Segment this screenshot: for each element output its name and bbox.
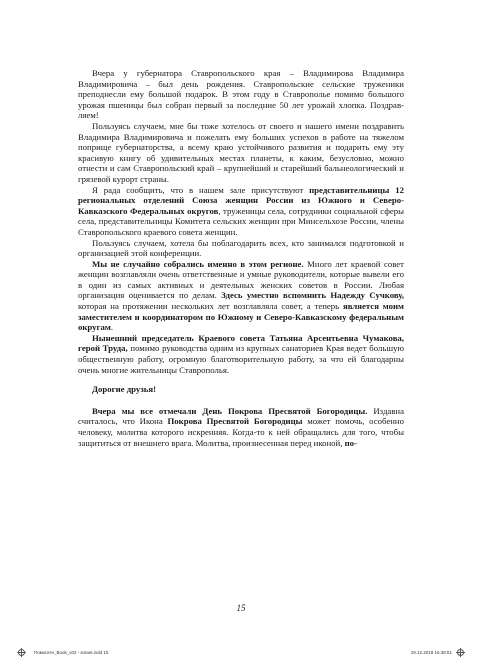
registration-mark-icon	[457, 649, 464, 656]
text-run: Издавна считалось, что Икона	[78, 405, 404, 427]
paragraph	[78, 121, 404, 185]
footer-file-info: Помогите_Book_v02 - копия.indd 15	[34, 650, 109, 655]
registration-mark-icon	[18, 649, 25, 656]
paragraph	[78, 406, 404, 448]
bold-text: Нынешний председатель Краевого совета Татьяна Арсентьевна Чумакова, герой Труда,	[78, 332, 404, 354]
text-run: Пользуясь случаем, хотела бы поблагодарить всех, кто занимался подготовкой и организацией этой конференции.	[78, 237, 404, 259]
bold-text: Вчера мы все отмечали День Покрова Пресвятой Богородицы.	[92, 405, 368, 416]
footer-timestamp: 19.12.2018 16:38:51	[410, 650, 452, 655]
text-run: .	[110, 322, 114, 333]
text-run: Я рада сообщить, что в нашем зале присутствуют	[92, 184, 310, 195]
paragraph	[78, 333, 404, 375]
bold-text: Дорогие друзья!	[92, 384, 157, 395]
bold-text: Мы не случайно собрались именно в этом регионе.	[92, 258, 304, 269]
text-run: Пользуясь случаем, мне бы тоже хотелось от своего и нашего имени поздравить Владимира Владимировича и пожелать ему больших успехов в работе на тяжелом поприще губернаторства, а всему краю устойчивого развития и подарить ему эту красивую книгу об удивительных местах планеты, к каким, безусловно, можно отнести и сам Ставропольский край – крупнейший и старейший бальнеологический и грязевой курорт страны.	[78, 120, 404, 184]
paragraph	[78, 259, 404, 333]
paragraph	[78, 185, 404, 238]
bold-text: представительницы 12 региональных отделений Союза женщин России из Южного и Северо-Кавказского Федеральных округов	[78, 184, 404, 216]
paragraph	[78, 384, 404, 395]
text-run: может помочь, особенно человеку, молитва которого искренняя. Когда-то к ней обращались для того, чтобы защититься от внешнего врага. Молитва, произнесенная перед иконой,	[78, 416, 404, 448]
text-run: которая на протяжении нескольких лет возглавляла совет, а теперь	[78, 301, 344, 312]
text-run: Много лет краевой совет женщин возглавляли очень ответственные и умные руководители, которые вывели его в один из самых активных и деятельных женских советов в России. Любая организация оценивается по делам.	[78, 258, 404, 301]
body-text	[78, 68, 404, 448]
bold-text: Покрова Пресвятой Богородицы	[167, 416, 303, 427]
paragraph	[78, 238, 404, 259]
text-run: Вчера у губернатора Ставропольского края – Владимирова Владимира Владимировича – был день рождения. Ставропольские сельские труженики преподнесли ему большой подарок. В этом году в Ставрополье помимо большого урожая пшеницы был собран первый за последние 50 лет урожай хлопка. Поздравляем!	[78, 68, 404, 121]
text-run: , труженицы села, сотрудники социальной сферы села, представительницы Комитета сельских женщин при Минсельхозе России, члены Ставропольского краевого совета женщин.	[78, 205, 405, 237]
page-number: 15	[236, 603, 246, 613]
bold-text: является моим заместителем и координатором по Южному и Северо-Кавказскому федеральным округам	[78, 301, 404, 333]
paragraph	[78, 68, 404, 121]
bold-text: по-	[344, 437, 357, 448]
bold-text: Здесь уместно вспомнить Надежду Сучкову,	[221, 290, 404, 301]
text-run: помимо руководства одним из крупных санаториев Края ведет большую общественную работу, огромную благотворительную работу, за что ей благодарны очень многие жительницы Ставрополья.	[78, 343, 405, 375]
